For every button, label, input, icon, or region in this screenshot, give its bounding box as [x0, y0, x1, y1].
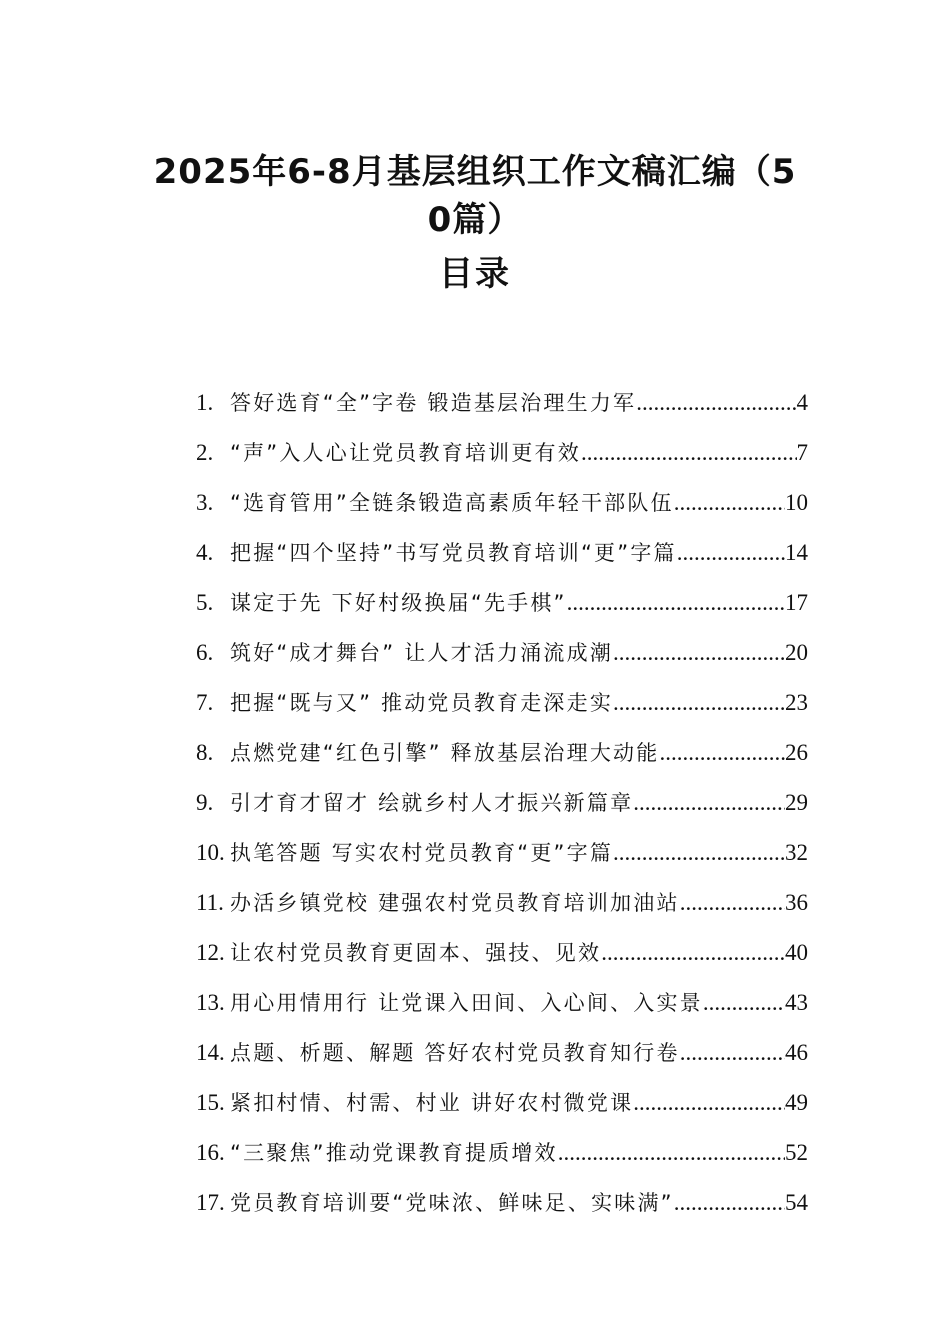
toc-entry-14[interactable] — [196, 1028, 808, 1078]
toc-entry-number: 16. — [196, 1140, 225, 1165]
toc-entry-number: 13. — [196, 990, 225, 1015]
toc-dot-leader — [581, 428, 797, 478]
toc-entry-number: 8. — [196, 740, 214, 765]
toc-entry-page: 4 — [796, 390, 808, 415]
toc-entry-title: 办活乡镇党校 建强农村党员教育培训加油站 — [230, 891, 680, 915]
toc-entry-title: 点题、析题、解题 答好农村党员教育知行卷 — [230, 1041, 680, 1065]
toc-entry-page: 43 — [785, 990, 808, 1015]
toc-entry-title: 党员教育培训要“党味浓、鲜味足、实味满” — [230, 1191, 674, 1215]
toc-entry-title: 谋定于先 下好村级换届“先手棋” — [230, 591, 567, 615]
toc-entry-page: 46 — [785, 1040, 808, 1065]
toc-dot-leader — [659, 728, 785, 778]
toc-dot-leader — [677, 528, 785, 578]
toc-dot-leader — [567, 578, 785, 628]
toc-entry-title: “选育管用”全链条锻造高素质年轻干部队伍 — [230, 491, 674, 515]
toc-dot-leader — [636, 378, 796, 428]
toc-entry-page: 17 — [785, 590, 808, 615]
toc-entry-number: 6. — [196, 640, 214, 665]
toc-entry-page: 14 — [785, 540, 808, 565]
toc-dot-leader — [613, 628, 785, 678]
toc-entry-number: 14. — [196, 1040, 225, 1065]
toc-entry-number: 10. — [196, 840, 225, 865]
toc-entry-5[interactable] — [196, 578, 808, 628]
toc-entry-17[interactable] — [196, 1178, 808, 1228]
table-of-contents — [196, 378, 808, 1228]
toc-entry-title: 引才育才留才 绘就乡村人才振兴新篇章 — [230, 791, 634, 815]
toc-entry-13[interactable] — [196, 978, 808, 1028]
toc-entry-1[interactable] — [196, 378, 808, 428]
toc-entry-number: 17. — [196, 1190, 225, 1215]
toc-dot-leader — [613, 828, 785, 878]
document-title-line-2: 0篇） — [427, 200, 523, 240]
toc-entry-title: “三聚焦”推动党课教育提质增效 — [230, 1141, 558, 1165]
toc-entry-page: 54 — [785, 1190, 808, 1215]
toc-entry-number: 15. — [196, 1090, 225, 1115]
toc-entry-title: 把握“四个坚持”书写党员教育培训“更”字篇 — [230, 541, 677, 565]
toc-entry-7[interactable] — [196, 678, 808, 728]
toc-entry-number: 4. — [196, 540, 214, 565]
toc-entry-page: 23 — [785, 690, 808, 715]
toc-entry-9[interactable] — [196, 778, 808, 828]
toc-entry-number: 9. — [196, 790, 214, 815]
toc-entry-16[interactable] — [196, 1128, 808, 1178]
toc-entry-12[interactable] — [196, 928, 808, 978]
toc-dot-leader — [703, 978, 785, 1028]
toc-entry-number: 3. — [196, 490, 214, 515]
toc-entry-page: 29 — [785, 790, 808, 815]
toc-entry-title: 执笔答题 写实农村党员教育“更”字篇 — [230, 841, 614, 865]
toc-entry-number: 1. — [196, 390, 214, 415]
toc-entry-page: 20 — [785, 640, 808, 665]
toc-entry-title: 答好选育“全”字卷 锻造基层治理生力军 — [230, 391, 637, 415]
title-block — [140, 148, 810, 298]
toc-entry-15[interactable] — [196, 1078, 808, 1128]
toc-entry-title: 把握“既与又” 推动党员教育走深走实 — [230, 691, 614, 715]
toc-entry-number: 12. — [196, 940, 225, 965]
toc-heading: 目录 — [439, 254, 511, 294]
toc-entry-page: 10 — [785, 490, 808, 515]
toc-entry-4[interactable] — [196, 528, 808, 578]
toc-entry-number: 7. — [196, 690, 214, 715]
toc-dot-leader — [680, 1028, 785, 1078]
toc-entry-page: 36 — [785, 890, 808, 915]
toc-entry-number: 2. — [196, 440, 214, 465]
toc-dot-leader — [613, 678, 785, 728]
toc-dot-leader — [674, 478, 785, 528]
toc-entry-3[interactable] — [196, 478, 808, 528]
toc-dot-leader — [601, 928, 785, 978]
toc-entry-2[interactable] — [196, 428, 808, 478]
document-title-line-1: 2025年6-8月基层组织工作文稿汇编（5 — [153, 152, 797, 192]
toc-entry-number: 11. — [196, 890, 224, 915]
toc-entry-page: 7 — [796, 440, 808, 465]
toc-dot-leader — [633, 778, 785, 828]
toc-dot-leader — [633, 1078, 785, 1128]
toc-dot-leader — [674, 1178, 785, 1228]
toc-entry-number: 5. — [196, 590, 214, 615]
toc-entry-title: 紧扣村情、村需、村业 讲好农村微党课 — [230, 1091, 634, 1115]
toc-dot-leader — [680, 878, 785, 928]
toc-entry-title: “声”入人心让党员教育培训更有效 — [230, 441, 581, 465]
toc-entry-title: 让农村党员教育更固本、强技、见效 — [230, 941, 602, 965]
toc-entry-title: 点燃党建“红色引擎” 释放基层治理大动能 — [230, 741, 660, 765]
toc-entry-title: 筑好“成才舞台” 让人才活力涌流成潮 — [230, 641, 614, 665]
toc-entry-11[interactable] — [196, 878, 808, 928]
toc-entry-page: 40 — [785, 940, 808, 965]
toc-entry-6[interactable] — [196, 628, 808, 678]
toc-dot-leader — [558, 1128, 785, 1178]
toc-entry-page: 26 — [785, 740, 808, 765]
toc-entry-page: 32 — [785, 840, 808, 865]
toc-entry-10[interactable] — [196, 828, 808, 878]
toc-entry-title: 用心用情用行 让党课入田间、入心间、入实景 — [230, 991, 703, 1015]
toc-entry-page: 52 — [785, 1140, 808, 1165]
toc-entry-page: 49 — [785, 1090, 808, 1115]
toc-entry-8[interactable] — [196, 728, 808, 778]
